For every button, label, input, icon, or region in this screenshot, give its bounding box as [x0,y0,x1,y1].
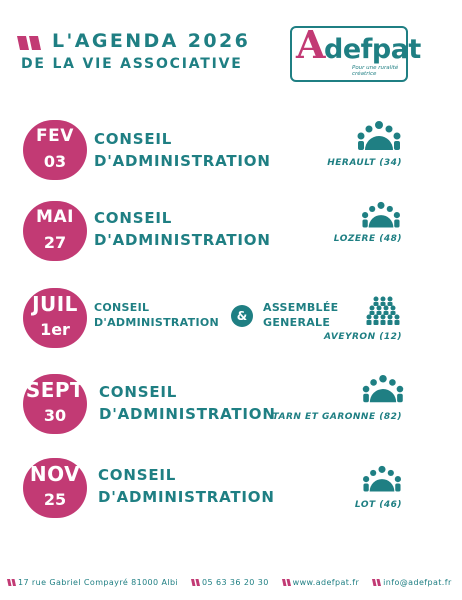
footer [7,578,452,587]
logo-tagline: Pour une ruralité créatrice [352,65,399,77]
event-location: LOT (46) [354,500,402,510]
accent-bars-icon [282,579,291,586]
event-title-line2: D'ADMINISTRATION [98,488,275,506]
event-location: TARN ET GARONNE (82) [272,412,402,422]
accent-bars-icon [191,579,200,586]
logo-letter: A [296,22,326,67]
event-day: 03 [43,152,67,171]
footer-email[interactable]: info@adefpat.fr [372,578,452,587]
footer-address: 17 rue Gabriel Compayré 81000 Albi [7,578,181,587]
accent-bars-icon [372,579,381,586]
date-badge [23,458,87,518]
event-title-line1: CONSEIL [94,130,173,148]
meeting-table-icon [356,120,402,154]
page-title: L'AGENDA 2026 [52,30,251,52]
event-title-line2: D'ADMINISTRATION [94,316,219,329]
event-title-line2: D'ADMINISTRATION [99,405,276,423]
event-month: FEV [36,126,74,146]
footer-phone: 05 63 36 20 30 [191,578,272,587]
event-month: JUIL [32,292,78,316]
title-accent-icon [17,36,43,50]
event-title-line1: CONSEIL [98,466,177,484]
event-location: HERAULT (34) [327,158,402,168]
event-title [98,464,275,508]
event-location: LOZERE (48) [333,234,402,244]
event-title-line1: CONSEIL [94,209,173,227]
event-title-line3: ASSEMBLÉE [263,301,339,314]
date-badge [23,288,87,348]
event-title [99,381,276,425]
event-month: NOV [29,462,81,486]
event-title-line2: D'ADMINISTRATION [94,152,271,170]
footer-website[interactable]: www.adefpat.fr [282,578,362,587]
event-day: 30 [43,406,67,425]
accent-bars-icon [7,579,16,586]
meeting-table-icon [360,465,404,495]
ampersand-badge: & [231,305,253,327]
event-location: AVEYRON (12) [324,332,402,342]
event-title [94,128,271,172]
date-badge [23,120,87,180]
logo-word: defpat [324,34,421,65]
date-badge [23,201,87,261]
adefpat-logo [290,22,421,82]
meeting-table-icon [358,201,404,231]
meeting-table-icon [360,374,406,406]
page-subtitle: DE LA VIE ASSOCIATIVE [21,56,243,72]
event-day: 27 [43,233,67,252]
assembly-crowd-icon [366,296,400,326]
event-day: 1er [40,320,70,339]
event-month: SEPT [25,378,85,402]
event-title [94,300,219,330]
event-title [94,207,271,251]
event-month: MAI [36,207,74,227]
event-day: 25 [43,490,67,509]
event-title-line1: CONSEIL [99,383,178,401]
date-badge [23,374,87,434]
event-title-secondary [263,300,338,330]
event-title-line4: GENERALE [263,316,331,329]
event-title-line2: D'ADMINISTRATION [94,231,271,249]
event-title-line1: CONSEIL [94,301,150,314]
